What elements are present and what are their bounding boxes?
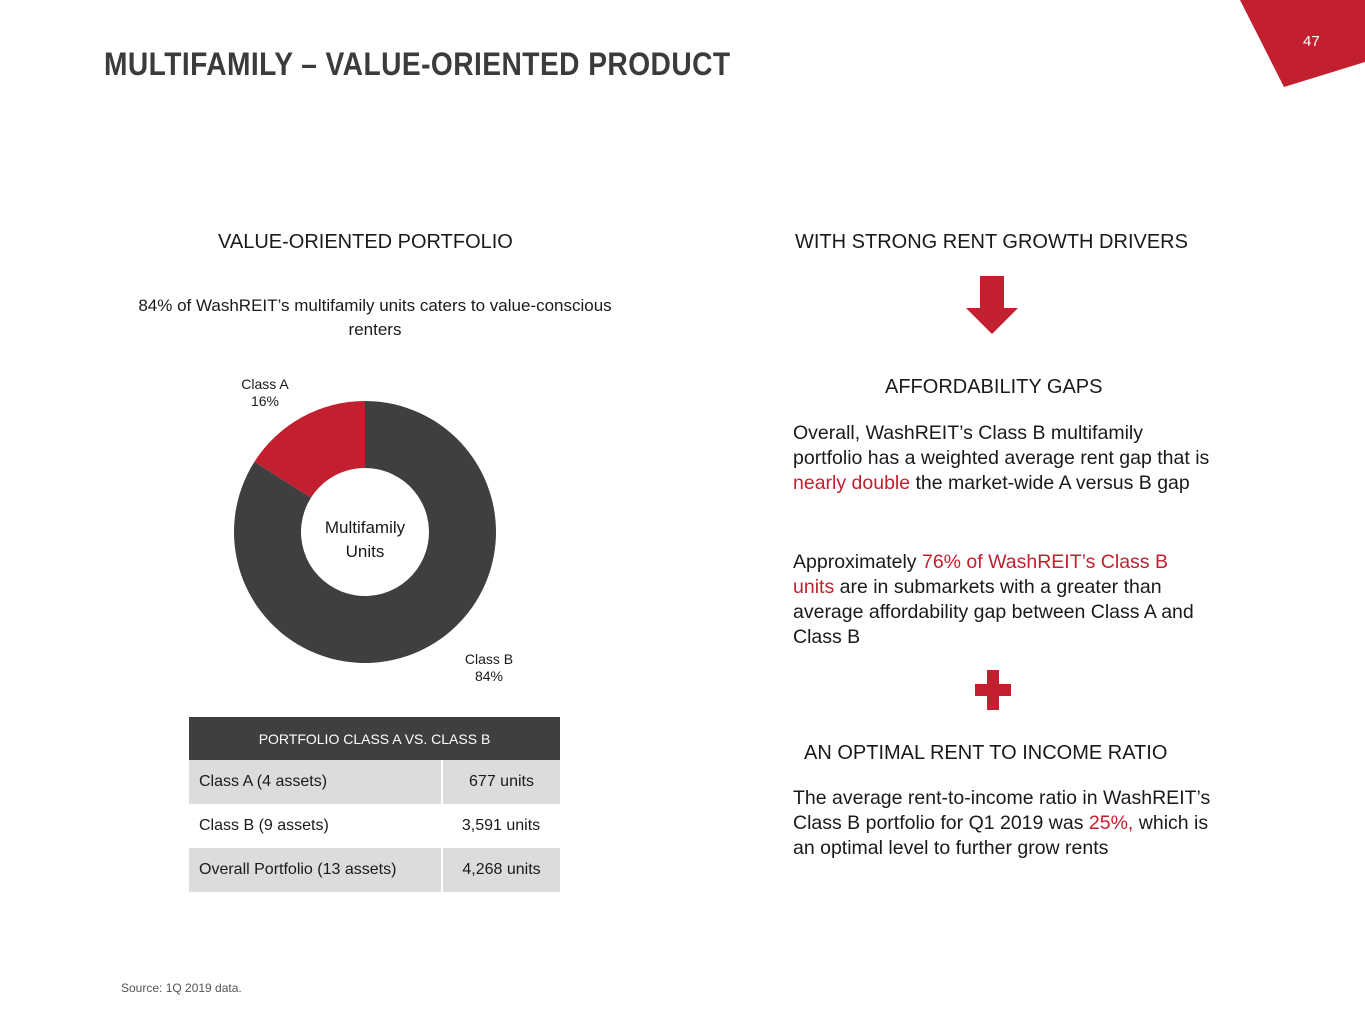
p3-highlight: 25%, (1088, 812, 1134, 834)
table-row (189, 760, 560, 804)
source-note: Source: 1Q 2019 data. (121, 981, 242, 995)
income-ratio-paragraph (793, 786, 1213, 861)
slice-name-class-b: Class B (464, 651, 514, 667)
p1-highlight: nearly double (793, 472, 911, 494)
affordability-paragraph-2 (793, 550, 1213, 650)
table-row (189, 804, 560, 848)
slice-label-class-b (449, 651, 529, 685)
portfolio-table (189, 717, 560, 892)
right-section-header: WITH STRONG RENT GROWTH DRIVERS (795, 231, 1188, 253)
left-section-header: VALUE-ORIENTED PORTFOLIO (218, 231, 513, 253)
table-header: PORTFOLIO CLASS A VS. CLASS B (189, 717, 560, 760)
table-header-row (189, 717, 560, 760)
p2-text-a: Approximately (793, 551, 922, 573)
row-label: Class B (9 assets) (199, 817, 329, 834)
slice-label-class-a (225, 376, 305, 410)
page-number: 47 (1303, 33, 1320, 50)
row-value: 4,268 units (442, 848, 560, 892)
income-ratio-header: AN OPTIMAL RENT TO INCOME RATIO (804, 742, 1168, 764)
p1-text-b: the market-wide A versus B gap (910, 472, 1190, 494)
page-title: MULTIFAMILY – VALUE-ORIENTED PRODUCT (104, 46, 731, 82)
slice-name-class-a: Class A (241, 376, 289, 392)
affordability-paragraph-1 (793, 421, 1213, 496)
slice-value-class-a: 16% (250, 393, 280, 409)
slice-value-class-b: 84% (474, 668, 504, 684)
p2-text-b: are in submarkets with a greater than average affordability gap between Class A and Class B (793, 576, 1194, 648)
row-label: Class A (4 assets) (189, 760, 442, 804)
donut-center-label: Multifamily Units (324, 518, 406, 561)
plus-icon (975, 670, 1011, 710)
table-row (189, 848, 560, 892)
p3-text-b: which is an optimal level to further grow rents (793, 812, 1209, 859)
p2-highlight: 76% of WashREIT’s Class B units (793, 551, 1168, 598)
p1-text-a: Overall, WashREIT’s Class B multifamily portfolio has a weighted average rent gap that is (793, 422, 1210, 469)
arrow-down-icon (966, 276, 1018, 334)
row-value: 677 units (442, 760, 560, 804)
row-label: Overall Portfolio (13 assets) (189, 848, 442, 892)
p3-text-a: The average rent-to-income ratio in WashREIT’s Class B portfolio for Q1 2019 was (793, 787, 1211, 834)
affordability-header: AFFORDABILITY GAPS (885, 376, 1103, 398)
row-value: 3,591 units (461, 817, 541, 834)
portfolio-subtext: 84% of WashREIT’s multifamily units caters to value-conscious renters (138, 296, 612, 339)
